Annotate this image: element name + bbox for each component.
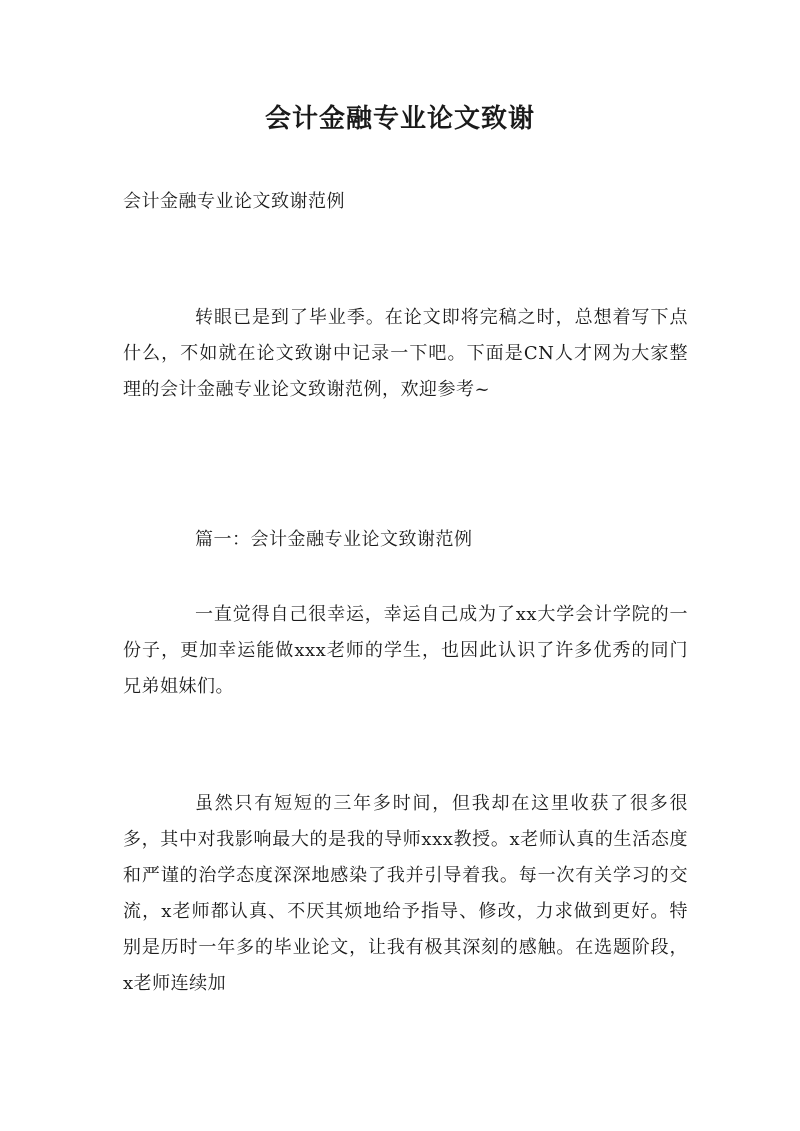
document-title: 会计金融专业论文致谢 — [264, 104, 535, 134]
intro-paragraph: 转眼已是到了毕业季。在论文即将完稿之时，总想着写下点什么，不如就在论文致谢中记录一下吧。下面是CN人才网为大家整理的会计金融专业论文致谢范例，欢迎参考~ — [123, 307, 688, 400]
section-heading: 篇一：会计金融专业论文致谢范例 — [195, 529, 473, 550]
body-paragraph-2: 虽然只有短短的三年多时间，但我却在这里收获了很多很多，其中对我影响最大的是我的导师xxx教授。x老师认真的生活态度和严谨的治学态度深深地感染了我并引导着我。每一次有关学习的交流，x老师都认真、不厌其烦地给予指导、修改，力求做到更好。特别是历时一年多的毕业论文，让我有极其深刻的感触。在选题阶段，x老师连续加 — [123, 793, 688, 994]
body-paragraph-1: 一直觉得自己很幸运，幸运自己成为了xx大学会计学院的一份子，更加幸运能做xxx老师的学生，也因此认识了许多优秀的同门兄弟姐妹们。 — [123, 604, 688, 697]
document-subtitle: 会计金融专业论文致谢范例 — [123, 191, 345, 212]
